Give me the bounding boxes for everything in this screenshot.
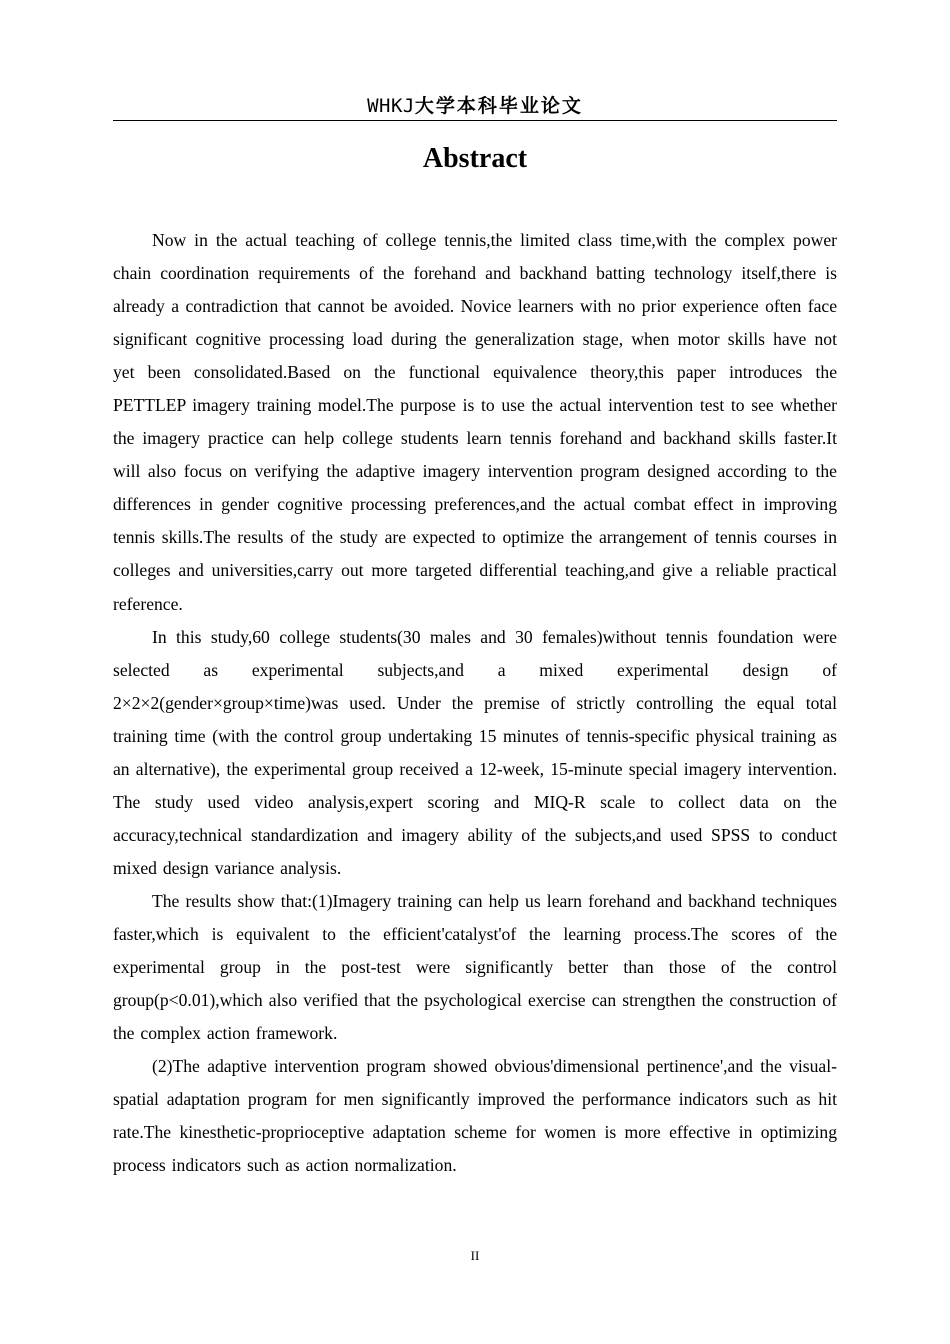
abstract-title: Abstract [422, 143, 528, 174]
header-chinese-text: 大学本科毕业论文 [414, 95, 583, 117]
page-number: II [470, 1248, 480, 1263]
abstract-paragraph: The results show that:(1)Imagery training can help us learn forehand and backhand techniques faster,which is equivalent to the efficient'catalyst'of the learning process.The scores of the experimental group in the post-test were significantly better than those of the control group(p<0.01),which also verified that the psychological exercise can strengthen the construction of the complex action framework. [113, 890, 837, 1044]
abstract-paragraph: In this study,60 college students(30 males and 30 females)without tennis foundation were selected as experimental subjects,and a mixed experimental design of 2×2×2(gender×group×time)was used. Under the premise of strictly controlling the equal total training time (with the control group undertaking 15 minutes of tennis-specific physical training as an alternative), the experimental group received a 12-week, 15-minute special imagery intervention. The study used video analysis,expert scoring and MIQ-R scale to collect data on the accuracy,technical standardization and imagery ability of the subjects,and used SPSS to conduct mixed design variance analysis. [113, 626, 837, 878]
abstract-paragraph: Now in the actual teaching of college tennis,the limited class time,with the complex power chain coordination requirements of the forehand and backhand batting technology itself,there is already a contradiction that cannot be avoided. Novice learners with no prior experience often face significant cognitive processing load during the generalization stage, when motor skills have not yet been consolidated.Based on the functional equivalence theory,this paper introduces the PETTLEP imagery training model.The purpose is to use the actual intervention test to see whether the imagery practice can help college students learn tennis forehand and backhand skills faster.It will also focus on verifying the adaptive imagery intervention program designed according to the differences in gender cognitive processing preferences,and the actual combat effect in improving tennis skills.The results of the study are expected to optimize the arrangement of tennis courses in colleges and universities,carry out more targeted differential teaching,and give a reliable practical reference. [113, 230, 837, 614]
abstract-paragraph: (2)The adaptive intervention program showed obvious'dimensional pertinence',and the visual-spatial adaptation program for men significantly improved the performance indicators such as hit rate.The kinesthetic-proprioceptive adaptation scheme for women is more effective in optimizing process indicators such as action normalization. [113, 1056, 837, 1176]
header-latin-text: WHKJ [367, 95, 415, 117]
page-header [113, 92, 837, 121]
abstract-body [113, 224, 837, 1182]
